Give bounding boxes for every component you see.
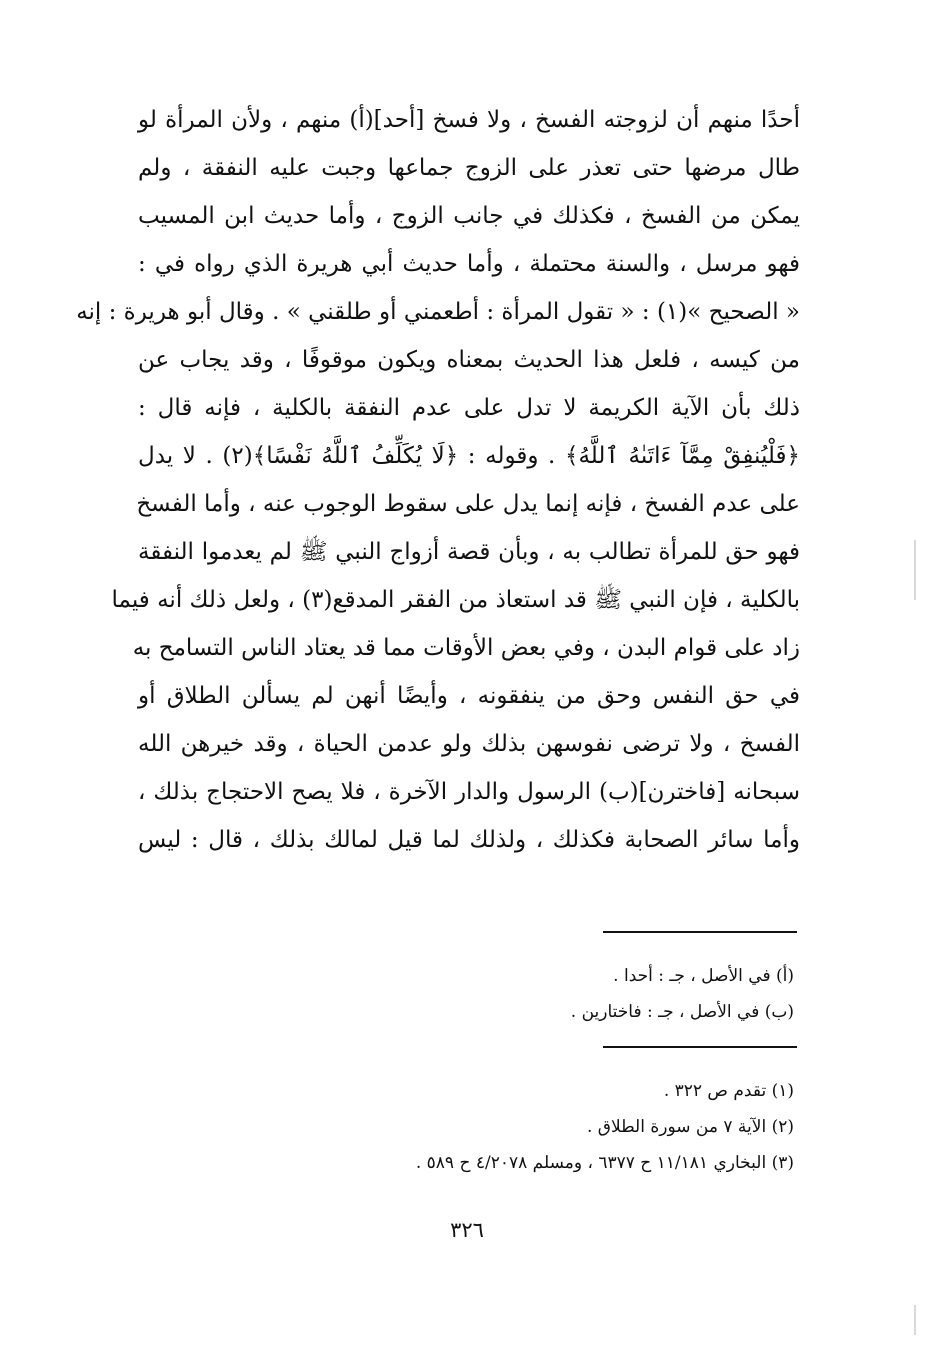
reference-footnote: (١) تقدم ص ٣٢٢ . — [663, 1081, 794, 1101]
text-line: فهو مرسل ، والسنة محتملة ، وأما حديث أبي هريرة الذي رواه في : — [138, 251, 800, 277]
text-line: زاد على قوام البدن ، وفي بعض الأوقات مما قد يعتاد الناس التسامح به — [132, 635, 800, 661]
text-line: بالكلية ، فإن النبي ﷺ قد استعاذ من الفقر المدقع(٣) ، ولعل ذلك أنه فيما — [111, 587, 800, 613]
text-line: على عدم الفسخ ، فإنه إنما يدل على سقوط الوجوب عنه ، وأما الفسخ — [136, 491, 800, 517]
page-number: ٣٢٦ — [450, 1218, 484, 1242]
text-line: ذلك بأن الآية الكريمة لا تدل على عدم النفقة بالكلية ، فإنه قال : — [138, 395, 800, 421]
scan-edge-mark — [914, 1305, 916, 1335]
reference-footnote: (٢) الآية ٧ من سورة الطلاق . — [586, 1117, 794, 1137]
text-line: فهو حق للمرأة تطالب به ، وبأن قصة أزواج النبي ﷺ لم يعدموا النفقة — [138, 539, 800, 565]
text-line: سبحانه [فاخترن](ب) الرسول والدار الآخرة ، فلا يصح الاحتجاج بذلك ، — [138, 779, 800, 805]
text-line: أحدًا منهم أن لزوجته الفسخ ، ولا فسخ [أحد](أ) منهم ، ولأن المرأة لو — [138, 107, 800, 133]
text-line: من كيسه ، فلعل هذا الحديث بمعناه ويكون موقوفًا ، وقد يجاب عن — [138, 347, 800, 373]
text-line: طال مرضها حتى تعذر على الزوج جماعها وجبت عليه النفقة ، ولم — [138, 155, 800, 181]
variant-footnote: (أ) في الأصل ، جـ : أحدا . — [613, 966, 794, 986]
scan-edge-mark — [914, 540, 916, 600]
text-line: « الصحيح »(١) : « تقول المرأة : أطعمني أو طلقني » . وقال أبو هريرة : إنه — [76, 299, 800, 325]
footnote-divider — [603, 1046, 797, 1048]
text-line: في حق النفس وحق من ينفقونه ، وأيضًا أنهن لم يسألن الطلاق أو — [138, 683, 800, 709]
text-line: وأما سائر الصحابة فكذلك ، ولذلك لما قيل لمالك بذلك ، قال : ليس — [138, 827, 800, 853]
text-line: يمكن من الفسخ ، فكذلك في جانب الزوج ، وأما حديث ابن المسيب — [138, 203, 800, 229]
reference-footnote: (٣) البخاري ١١/١٨١ ح ٦٣٧٧ ، ومسلم ٤/٢٠٧٨ ح ٥٨٩ . — [415, 1153, 794, 1173]
text-line: الفسخ ، ولا ترضى نفوسهن بذلك ولو عدمن الحياة ، وقد خيرهن الله — [138, 731, 800, 757]
text-line: ﴿فَلْيُنفِقْ مِمَّآ ءَاتَىٰهُ ٱللَّهُ﴾ . وقوله : ﴿لَا يُكَلِّفُ ٱللَّهُ نَفْسًا﴾(٢) . لا يدل — [138, 443, 800, 469]
variant-footnotes — [154, 958, 794, 1030]
main-text-block — [76, 96, 800, 864]
footnote-divider — [603, 931, 797, 933]
variant-footnote: (ب) في الأصل ، جـ : فاختارين . — [570, 1002, 794, 1022]
reference-footnotes — [154, 1073, 794, 1181]
